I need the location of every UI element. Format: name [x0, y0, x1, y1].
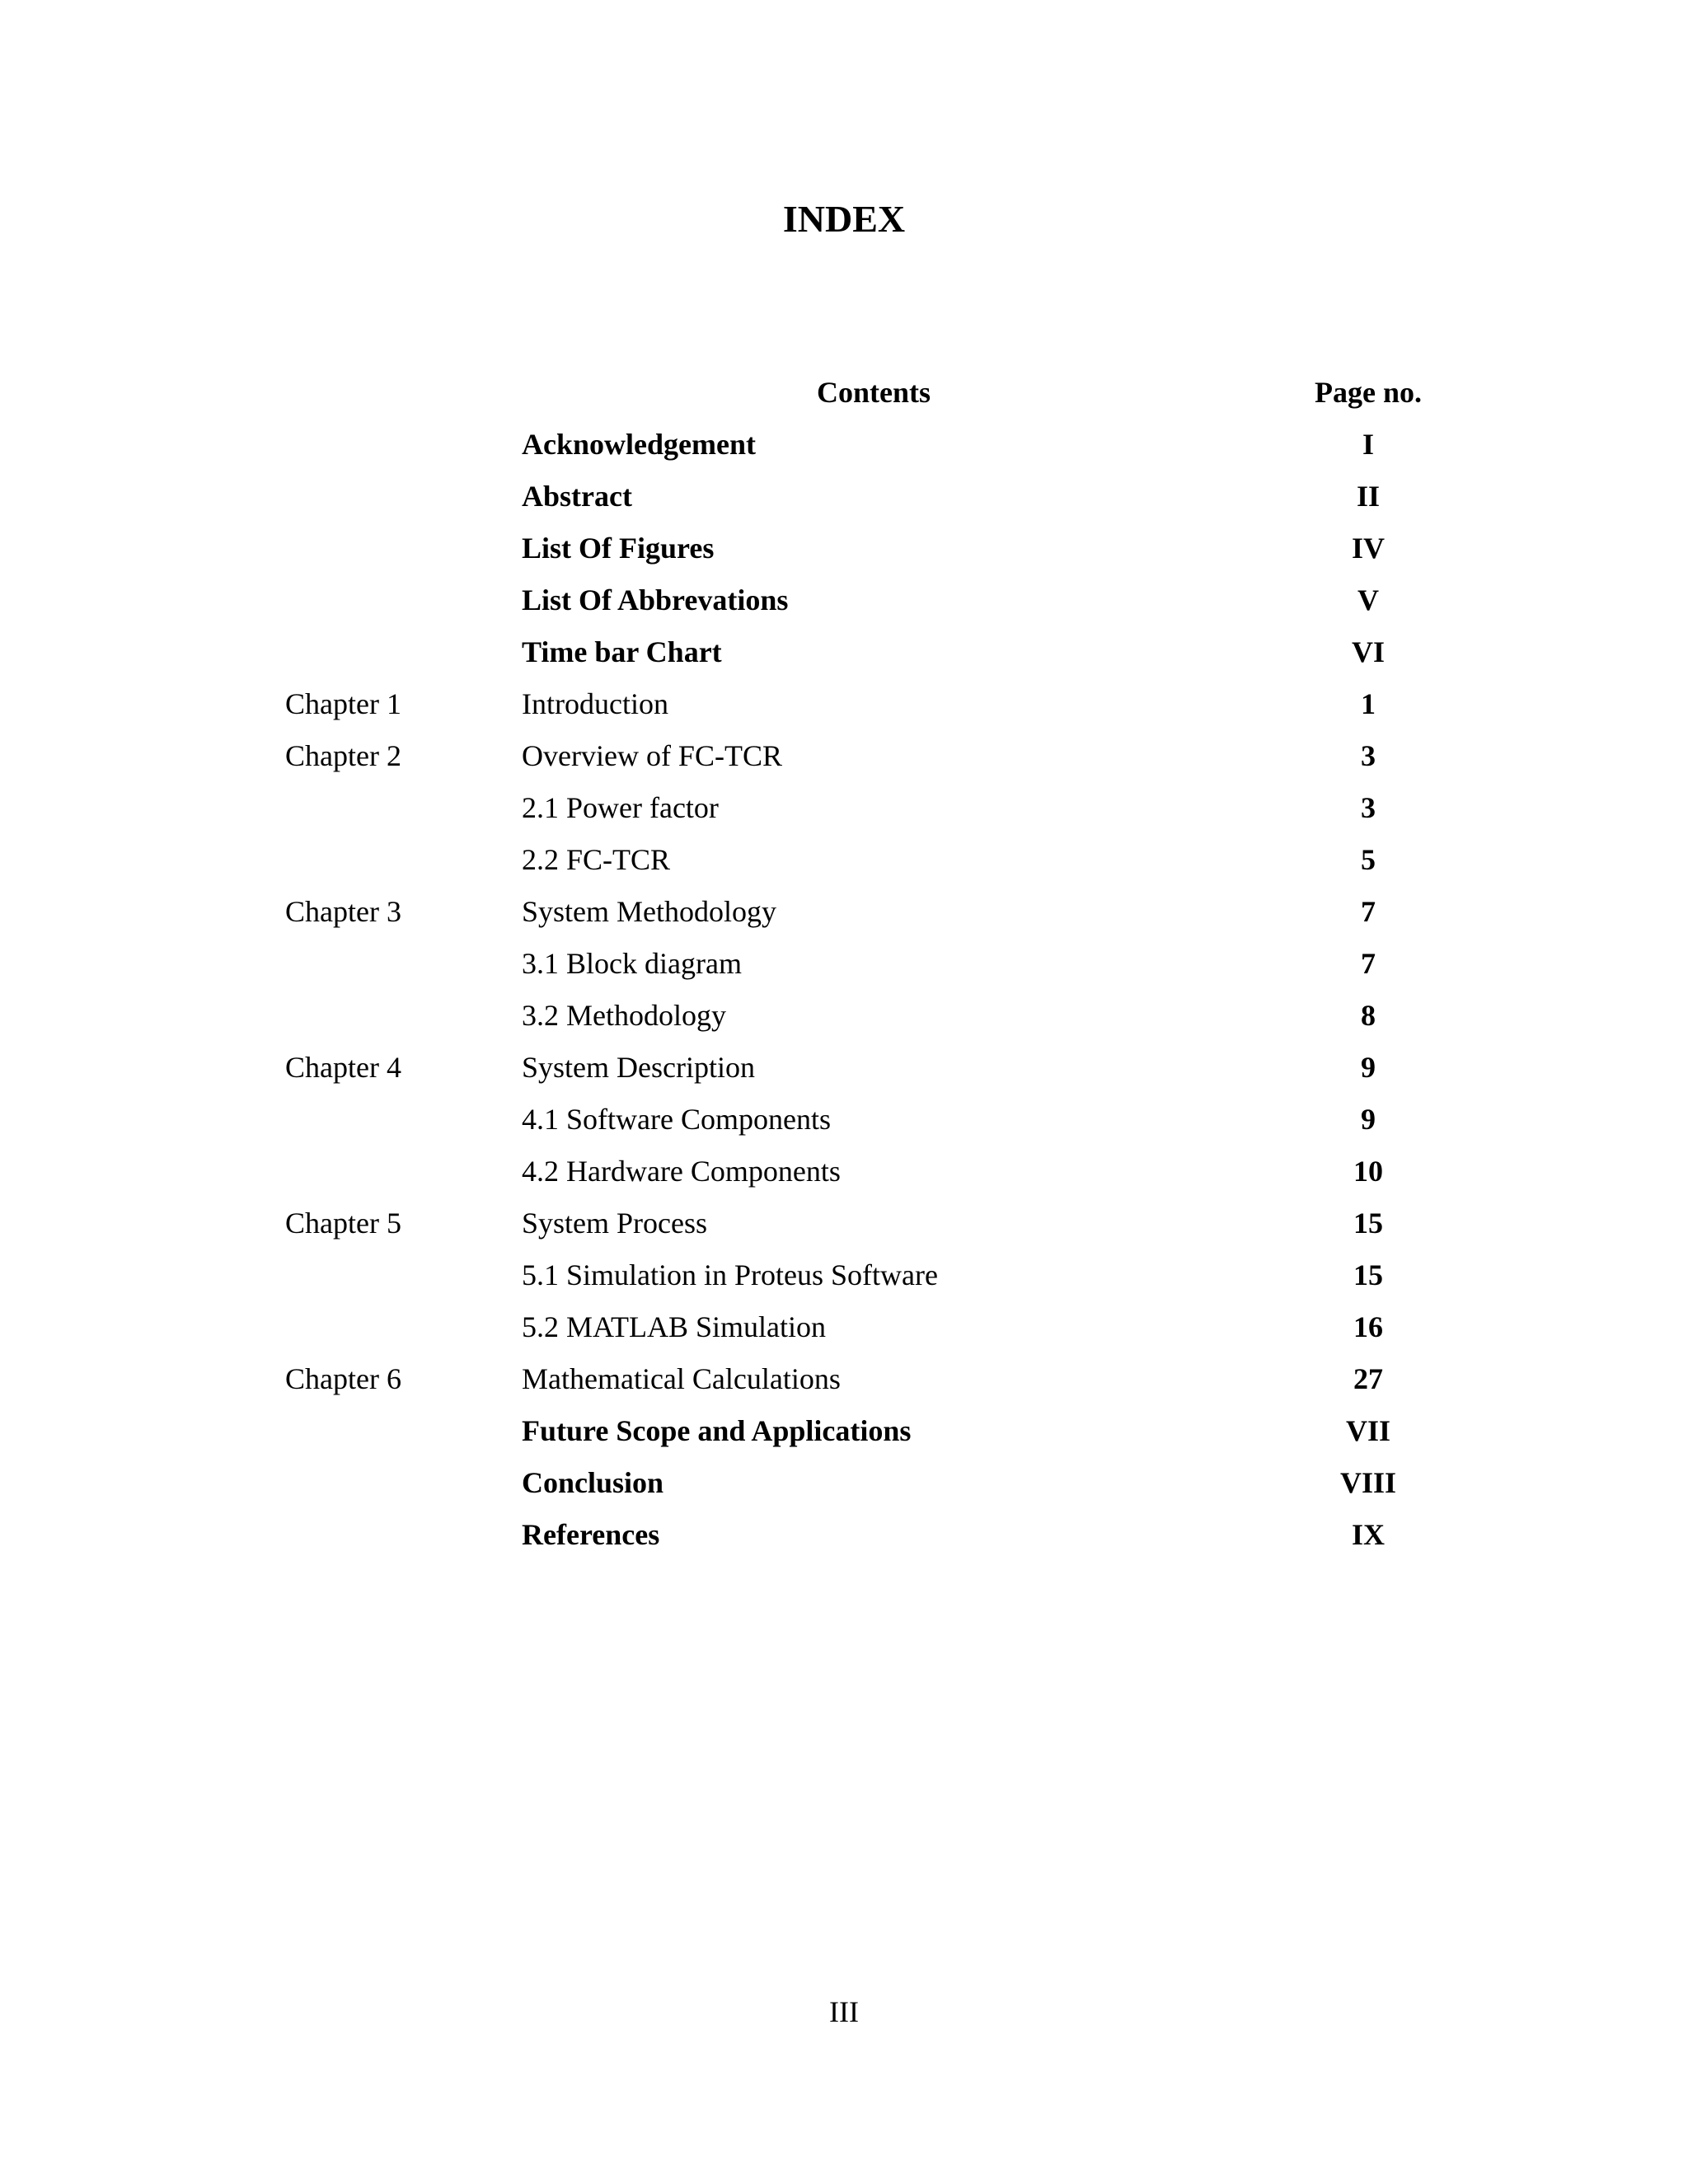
toc-row	[0, 1301, 1688, 1353]
toc-header	[0, 367, 1688, 419]
toc-entry-title: Acknowledgement	[522, 428, 756, 461]
toc-entry-title: Abstract	[522, 480, 632, 513]
toc-chapter-label: Chapter 6	[285, 1362, 401, 1395]
page-title: INDEX	[782, 198, 906, 240]
toc-row	[0, 1405, 1688, 1457]
toc-entry-title: References	[522, 1518, 660, 1551]
contents-heading: Contents	[816, 376, 931, 409]
toc-entry-page: 5	[1361, 843, 1376, 876]
toc-entry-title: List Of Abbrevations	[522, 583, 789, 616]
toc-entry-page: I	[1362, 428, 1374, 461]
toc-row	[0, 834, 1688, 886]
toc-row	[0, 990, 1688, 1042]
toc-entry-page: 16	[1353, 1310, 1383, 1343]
toc-entry-title: 4.1 Software Components	[522, 1103, 831, 1136]
toc-entry-title: List Of Figures	[522, 532, 715, 565]
toc-chapter-label: Chapter 1	[285, 687, 401, 720]
toc-entry-page: 10	[1353, 1155, 1383, 1188]
toc-entry-page: 1	[1361, 687, 1376, 720]
toc-chapter-label: Chapter 4	[285, 1051, 401, 1084]
toc-row	[0, 574, 1688, 626]
toc-row	[0, 626, 1688, 678]
toc-row	[0, 938, 1688, 990]
toc-entry-title: Time bar Chart	[522, 635, 722, 668]
toc-entry-page: 7	[1361, 947, 1376, 980]
toc-entry-title: 5.2 MATLAB Simulation	[522, 1310, 827, 1343]
toc-row	[0, 886, 1688, 938]
toc-entry-page: 8	[1361, 999, 1376, 1032]
toc-entry-page: IV	[1351, 532, 1385, 565]
toc-row	[0, 782, 1688, 834]
toc-entry-title: Mathematical Calculations	[522, 1362, 841, 1395]
toc-entry-title: 2.1 Power factor	[522, 791, 719, 824]
toc-entry-title: 3.1 Block diagram	[522, 947, 742, 980]
toc-row	[0, 1042, 1688, 1094]
table-of-contents	[0, 367, 1688, 1561]
toc-entry-page: 9	[1361, 1051, 1376, 1084]
toc-entry-page: 7	[1361, 895, 1376, 928]
toc-entry-title: Conclusion	[522, 1466, 664, 1499]
toc-row	[0, 471, 1688, 523]
toc-row	[0, 1457, 1688, 1509]
toc-entry-title: 5.1 Simulation in Proteus Software	[522, 1258, 938, 1291]
toc-row	[0, 419, 1688, 471]
toc-entry-title: 4.2 Hardware Components	[522, 1155, 841, 1188]
toc-chapter-label: Chapter 2	[285, 739, 401, 772]
toc-entry-page: 9	[1361, 1103, 1376, 1136]
toc-entry-title: 3.2 Methodology	[522, 999, 726, 1032]
toc-entry-title: System Description	[522, 1051, 755, 1084]
toc-row	[0, 1146, 1688, 1197]
toc-entry-title: Overview of FC-TCR	[522, 739, 782, 772]
toc-row	[0, 1249, 1688, 1301]
toc-row	[0, 1197, 1688, 1249]
toc-entry-page: 3	[1361, 739, 1376, 772]
toc-row	[0, 730, 1688, 782]
toc-entry-page: VIII	[1339, 1466, 1397, 1499]
toc-row	[0, 1353, 1688, 1405]
toc-entry-page: V	[1357, 583, 1379, 616]
toc-entry-title: 2.2 FC-TCR	[522, 843, 671, 876]
toc-entry-title: Introduction	[522, 687, 668, 720]
page-number: III	[829, 1995, 859, 2028]
toc-entry-page: IX	[1351, 1518, 1385, 1551]
toc-entry-page: 15	[1353, 1207, 1383, 1240]
toc-entry-page: 27	[1353, 1362, 1383, 1395]
toc-row	[0, 678, 1688, 730]
page-no-heading: Page no.	[1315, 376, 1422, 409]
toc-entry-page: VII	[1345, 1414, 1391, 1447]
toc-entry-page: II	[1356, 480, 1381, 513]
toc-entry-title: System Methodology	[522, 895, 777, 928]
toc-row	[0, 523, 1688, 574]
toc-chapter-label: Chapter 5	[285, 1207, 401, 1240]
toc-entry-title: Future Scope and Applications	[522, 1414, 912, 1447]
toc-entry-page: 3	[1361, 791, 1376, 824]
toc-row	[0, 1094, 1688, 1146]
toc-chapter-label: Chapter 3	[285, 895, 401, 928]
toc-entry-page: VI	[1351, 635, 1385, 668]
toc-entry-title: System Process	[522, 1207, 707, 1240]
toc-rows	[0, 419, 1688, 1561]
toc-row	[0, 1509, 1688, 1561]
toc-entry-page: 15	[1353, 1258, 1383, 1291]
